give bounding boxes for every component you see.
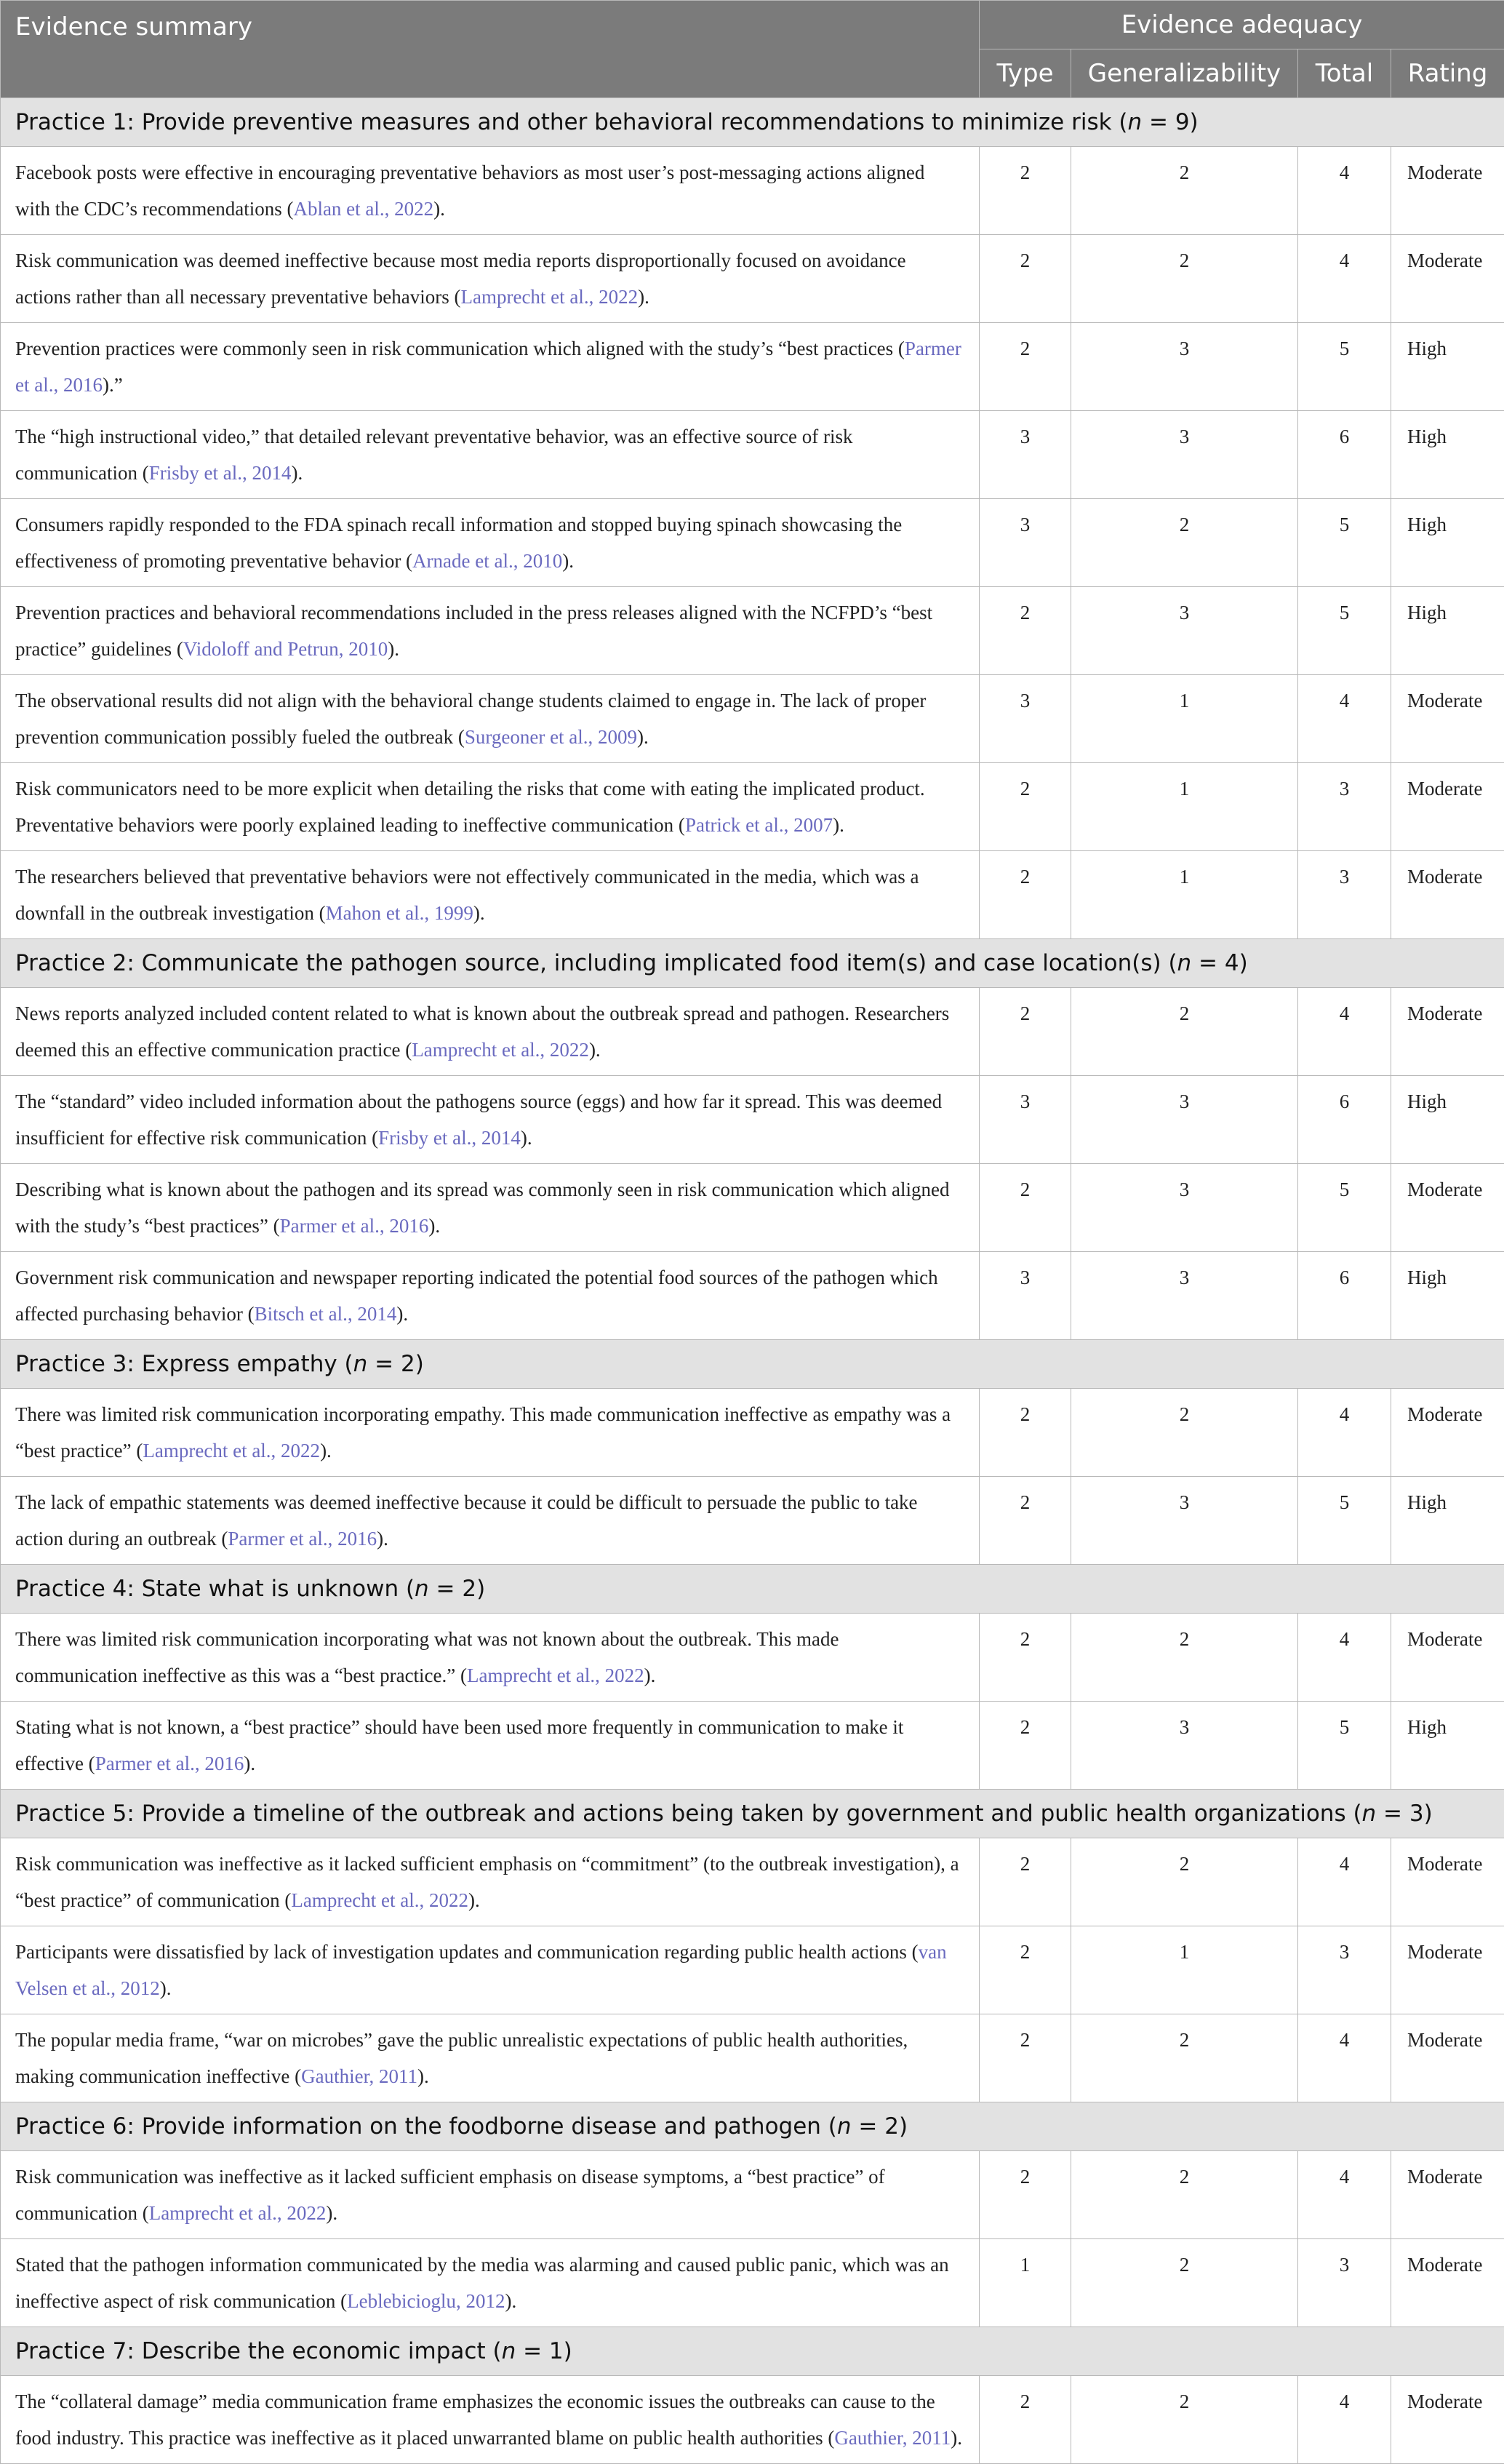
evidence-summary-cell bbox=[1, 1076, 980, 1164]
section-row bbox=[1, 2327, 1504, 2376]
section-count: = 9) bbox=[1142, 109, 1199, 135]
section-n-symbol: n bbox=[1362, 1801, 1377, 1827]
citation-link[interactable]: Bitsch et al., 2014 bbox=[255, 1303, 397, 1325]
rating-cell: High bbox=[1391, 323, 1504, 411]
table-row bbox=[1, 2151, 1504, 2239]
citation-link[interactable]: Parmer et al., 2016 bbox=[95, 1753, 244, 1774]
table-row bbox=[1, 1076, 1504, 1164]
summary-text: Consumers rapidly responded to the FDA spinach recall information and stopped buying spinach showcasing the effectiveness of promoting preventative behavior ( bbox=[15, 514, 902, 572]
type-cell: 3 bbox=[980, 675, 1071, 763]
total-cell: 4 bbox=[1298, 235, 1391, 323]
total-cell: 5 bbox=[1298, 1702, 1391, 1790]
rating-cell: High bbox=[1391, 1477, 1504, 1565]
citation-link[interactable]: Parmer et al., 2016 bbox=[15, 338, 961, 396]
type-cell: 2 bbox=[980, 1926, 1071, 2014]
summary-text: News reports analyzed included content related to what is known about the outbreak spread and pathogen. Researchers deemed this an effective communication practice ( bbox=[15, 1002, 949, 1061]
table-row bbox=[1, 587, 1504, 675]
summary-text-end: ). bbox=[244, 1753, 255, 1774]
citation-link[interactable]: Parmer et al., 2016 bbox=[280, 1215, 429, 1237]
evidence-summary-cell bbox=[1, 2014, 980, 2102]
summary-text-end: ). bbox=[473, 902, 485, 924]
evidence-summary-header: Evidence summary bbox=[1, 1, 980, 98]
type-cell: 2 bbox=[980, 1164, 1071, 1252]
section-title-text: Practice 7: Describe the economic impact ( bbox=[15, 2338, 502, 2364]
total-cell: 3 bbox=[1298, 2239, 1391, 2327]
summary-text-end: ). bbox=[291, 462, 303, 484]
rating-header: Rating bbox=[1391, 49, 1504, 98]
summary-text-end: ). bbox=[417, 2065, 429, 2087]
rating-cell: Moderate bbox=[1391, 1926, 1504, 2014]
generalizability-cell: 2 bbox=[1071, 2239, 1298, 2327]
section-title-text: Practice 4: State what is unknown ( bbox=[15, 1576, 415, 1602]
generalizability-cell: 3 bbox=[1071, 1164, 1298, 1252]
rating-cell: Moderate bbox=[1391, 235, 1504, 323]
section-title bbox=[1, 2102, 1504, 2151]
type-cell: 2 bbox=[980, 1838, 1071, 1926]
evidence-summary-cell bbox=[1, 1252, 980, 1340]
evidence-summary-cell bbox=[1, 1702, 980, 1790]
section-count: = 1) bbox=[516, 2338, 572, 2364]
evidence-summary-cell bbox=[1, 851, 980, 939]
generalizability-cell: 2 bbox=[1071, 2014, 1298, 2102]
generalizability-cell: 3 bbox=[1071, 411, 1298, 499]
section-n-symbol: n bbox=[1177, 950, 1192, 976]
total-cell: 4 bbox=[1298, 675, 1391, 763]
citation-link[interactable]: Mahon et al., 1999 bbox=[326, 902, 473, 924]
section-title bbox=[1, 1565, 1504, 1614]
evidence-summary-cell bbox=[1, 2239, 980, 2327]
rating-cell: Moderate bbox=[1391, 2151, 1504, 2239]
section-n-symbol: n bbox=[502, 2338, 516, 2364]
summary-text: Stated that the pathogen information communicated by the media was alarming and caused public panic, which was an ineffective aspect of risk communication ( bbox=[15, 2254, 949, 2312]
evidence-summary-cell bbox=[1, 1477, 980, 1565]
table-row bbox=[1, 2239, 1504, 2327]
generalizability-cell: 3 bbox=[1071, 1702, 1298, 1790]
rating-cell: Moderate bbox=[1391, 2014, 1504, 2102]
rating-cell: Moderate bbox=[1391, 988, 1504, 1076]
generalizability-cell: 2 bbox=[1071, 988, 1298, 1076]
rating-cell: Moderate bbox=[1391, 2239, 1504, 2327]
generalizability-cell: 2 bbox=[1071, 235, 1298, 323]
generalizability-cell: 1 bbox=[1071, 1926, 1298, 2014]
summary-text: Risk communication was deemed ineffective because most media reports disproportionally focused on avoidance actions rather than all necessary preventative behaviors ( bbox=[15, 250, 906, 308]
total-cell: 5 bbox=[1298, 1477, 1391, 1565]
evidence-summary-cell bbox=[1, 499, 980, 587]
total-cell: 3 bbox=[1298, 763, 1391, 851]
type-cell: 2 bbox=[980, 1389, 1071, 1477]
type-cell: 2 bbox=[980, 235, 1071, 323]
table-row bbox=[1, 1477, 1504, 1565]
total-cell: 4 bbox=[1298, 988, 1391, 1076]
summary-text-end: ). bbox=[428, 1215, 440, 1237]
type-cell: 2 bbox=[980, 1614, 1071, 1702]
type-cell: 2 bbox=[980, 147, 1071, 235]
rating-cell: Moderate bbox=[1391, 1164, 1504, 1252]
section-title-text: Practice 3: Express empathy ( bbox=[15, 1351, 353, 1377]
rating-cell: Moderate bbox=[1391, 1389, 1504, 1477]
rating-cell: Moderate bbox=[1391, 2376, 1504, 2464]
summary-text: The observational results did not align with the behavioral change students claimed to engage in. The lack of proper prevention communication possibly fueled the outbreak ( bbox=[15, 690, 926, 748]
total-cell: 5 bbox=[1298, 587, 1391, 675]
evidence-adequacy-header: Evidence adequacy bbox=[980, 1, 1504, 49]
section-title bbox=[1, 1340, 1504, 1389]
rating-cell: High bbox=[1391, 1702, 1504, 1790]
type-cell: 2 bbox=[980, 587, 1071, 675]
summary-text-end: ). bbox=[326, 2202, 337, 2224]
generalizability-cell: 2 bbox=[1071, 2376, 1298, 2464]
generalizability-header: Generalizability bbox=[1071, 49, 1298, 98]
total-cell: 5 bbox=[1298, 499, 1391, 587]
table-row bbox=[1, 675, 1504, 763]
section-count: = 3) bbox=[1376, 1801, 1433, 1827]
evidence-summary-cell bbox=[1, 235, 980, 323]
type-cell: 3 bbox=[980, 411, 1071, 499]
evidence-summary-cell bbox=[1, 2151, 980, 2239]
table-row bbox=[1, 1389, 1504, 1477]
table-row bbox=[1, 1926, 1504, 2014]
summary-text-end: ). bbox=[160, 1977, 172, 1999]
table-row bbox=[1, 988, 1504, 1076]
generalizability-cell: 1 bbox=[1071, 851, 1298, 939]
evidence-summary-cell bbox=[1, 2376, 980, 2464]
section-title bbox=[1, 98, 1504, 147]
citation-link[interactable]: Gauthier, 2011 bbox=[301, 2065, 417, 2087]
rating-cell: Moderate bbox=[1391, 851, 1504, 939]
generalizability-cell: 2 bbox=[1071, 147, 1298, 235]
rating-cell: High bbox=[1391, 1252, 1504, 1340]
generalizability-cell: 2 bbox=[1071, 1389, 1298, 1477]
total-cell: 3 bbox=[1298, 1926, 1391, 2014]
summary-text: Prevention practices were commonly seen in risk communication which aligned with the study’s “best practices ( bbox=[15, 338, 905, 359]
total-cell: 4 bbox=[1298, 1614, 1391, 1702]
summary-text: There was limited risk communication incorporating empathy. This made communication ineffective as empathy was a “best practice” ( bbox=[15, 1403, 951, 1462]
total-cell: 5 bbox=[1298, 323, 1391, 411]
table-row bbox=[1, 1614, 1504, 1702]
evidence-summary-cell bbox=[1, 1389, 980, 1477]
total-cell: 4 bbox=[1298, 2014, 1391, 2102]
section-row bbox=[1, 1790, 1504, 1838]
summary-text-end: ). bbox=[644, 1664, 656, 1686]
table-row bbox=[1, 851, 1504, 939]
citation-link[interactable]: Lamprecht et al., 2022 bbox=[143, 1440, 320, 1462]
section-row bbox=[1, 2102, 1504, 2151]
citation-link[interactable]: Leblebicioglu, 2012 bbox=[347, 2290, 505, 2312]
table-body bbox=[1, 98, 1504, 2464]
table-row bbox=[1, 1838, 1504, 1926]
citation-link[interactable]: Vidoloff and Petrun, 2010 bbox=[183, 638, 388, 660]
citation-link[interactable]: Parmer et al., 2016 bbox=[228, 1528, 377, 1550]
summary-text: Risk communicators need to be more explicit when detailing the risks that come with eating the implicated product. Preventative behaviors were poorly explained leading to ineffective communication ( bbox=[15, 778, 925, 836]
rating-cell: Moderate bbox=[1391, 1614, 1504, 1702]
citation-link[interactable]: Lamprecht et al., 2022 bbox=[460, 286, 638, 308]
summary-text-end: ). bbox=[589, 1039, 601, 1061]
table-row bbox=[1, 763, 1504, 851]
rating-cell: High bbox=[1391, 1076, 1504, 1164]
section-count: = 2) bbox=[367, 1351, 424, 1377]
summary-text: Risk communication was ineffective as it lacked sufficient emphasis on disease symptoms, a “best practice” of communication ( bbox=[15, 2166, 885, 2224]
type-cell: 2 bbox=[980, 1477, 1071, 1565]
total-cell: 6 bbox=[1298, 1076, 1391, 1164]
summary-text-end: ). bbox=[505, 2290, 517, 2312]
table-row bbox=[1, 1252, 1504, 1340]
table-row bbox=[1, 411, 1504, 499]
section-n-symbol: n bbox=[415, 1576, 429, 1602]
summary-text-end: ). bbox=[433, 198, 445, 220]
type-cell: 2 bbox=[980, 2014, 1071, 2102]
rating-cell: High bbox=[1391, 587, 1504, 675]
section-title-text: Practice 6: Provide information on the foodborne disease and pathogen ( bbox=[15, 2113, 837, 2140]
rating-cell: Moderate bbox=[1391, 1838, 1504, 1926]
section-row bbox=[1, 1565, 1504, 1614]
citation-link[interactable]: Surgeoner et al., 2009 bbox=[465, 726, 637, 748]
section-title-text: Practice 5: Provide a timeline of the outbreak and actions being taken by government and public health organizations ( bbox=[15, 1801, 1362, 1827]
summary-text-end: ).” bbox=[103, 374, 123, 396]
summary-text: The “standard” video included information about the pathogens source (eggs) and how far it spread. This was deemed insufficient for effective risk communication ( bbox=[15, 1091, 942, 1149]
evidence-summary-cell bbox=[1, 763, 980, 851]
summary-text-end: ). bbox=[320, 1440, 332, 1462]
total-cell: 4 bbox=[1298, 2376, 1391, 2464]
generalizability-cell: 3 bbox=[1071, 1252, 1298, 1340]
rating-cell: Moderate bbox=[1391, 763, 1504, 851]
generalizability-cell: 1 bbox=[1071, 763, 1298, 851]
section-count: = 2) bbox=[852, 2113, 908, 2140]
section-title bbox=[1, 2327, 1504, 2376]
type-header: Type bbox=[980, 49, 1071, 98]
section-n-symbol: n bbox=[353, 1351, 368, 1377]
total-cell: 5 bbox=[1298, 1164, 1391, 1252]
summary-text-end: ). bbox=[562, 550, 574, 572]
generalizability-cell: 3 bbox=[1071, 323, 1298, 411]
summary-text: The popular media frame, “war on microbes” gave the public unrealistic expectations of public health authorities, making communication ineffective ( bbox=[15, 2029, 908, 2087]
generalizability-cell: 2 bbox=[1071, 2151, 1298, 2239]
summary-text: Prevention practices and behavioral recommendations included in the press releases aligned with the NCFPD’s “best practice” guidelines ( bbox=[15, 602, 932, 660]
section-count: = 2) bbox=[429, 1576, 486, 1602]
type-cell: 2 bbox=[980, 2376, 1071, 2464]
type-cell: 2 bbox=[980, 988, 1071, 1076]
section-title bbox=[1, 1790, 1504, 1838]
generalizability-cell: 3 bbox=[1071, 1076, 1298, 1164]
section-n-symbol: n bbox=[1128, 109, 1143, 135]
summary-text: The lack of empathic statements was deemed ineffective because it could be difficult to persuade the public to take action during an outbreak ( bbox=[15, 1491, 918, 1550]
evidence-summary-cell bbox=[1, 1614, 980, 1702]
evidence-summary-cell bbox=[1, 1926, 980, 2014]
total-cell: 4 bbox=[1298, 1389, 1391, 1477]
summary-text: Facebook posts were effective in encouraging preventative behaviors as most user’s post-messaging actions aligned with the CDC’s recommendations ( bbox=[15, 162, 924, 220]
rating-cell: High bbox=[1391, 411, 1504, 499]
total-cell: 4 bbox=[1298, 2151, 1391, 2239]
section-title bbox=[1, 939, 1504, 988]
generalizability-cell: 1 bbox=[1071, 675, 1298, 763]
rating-cell: Moderate bbox=[1391, 675, 1504, 763]
summary-text: Risk communication was ineffective as it lacked sufficient emphasis on “commitment” (to the outbreak investigation), a “best practice” of communication ( bbox=[15, 1853, 959, 1911]
summary-text: Describing what is known about the pathogen and its spread was commonly seen in risk communication which aligned with the study’s “best practices” ( bbox=[15, 1179, 949, 1237]
evidence-summary-cell bbox=[1, 1164, 980, 1252]
generalizability-cell: 2 bbox=[1071, 1838, 1298, 1926]
evidence-summary-cell bbox=[1, 411, 980, 499]
type-cell: 1 bbox=[980, 2239, 1071, 2327]
generalizability-cell: 3 bbox=[1071, 587, 1298, 675]
type-cell: 2 bbox=[980, 763, 1071, 851]
total-cell: 4 bbox=[1298, 1838, 1391, 1926]
type-cell: 2 bbox=[980, 2151, 1071, 2239]
type-cell: 2 bbox=[980, 1702, 1071, 1790]
section-row bbox=[1, 1340, 1504, 1389]
summary-text-end: ). bbox=[377, 1528, 388, 1550]
total-header: Total bbox=[1298, 49, 1391, 98]
evidence-summary-cell bbox=[1, 988, 980, 1076]
rating-cell: High bbox=[1391, 499, 1504, 587]
section-title-text: Practice 2: Communicate the pathogen source, including implicated food item(s) and case location(s) ( bbox=[15, 950, 1177, 976]
generalizability-cell: 2 bbox=[1071, 1614, 1298, 1702]
table-row bbox=[1, 2014, 1504, 2102]
citation-link[interactable]: Ablan et al., 2022 bbox=[293, 198, 433, 220]
summary-text-end: ). bbox=[521, 1127, 532, 1149]
section-row bbox=[1, 98, 1504, 147]
evidence-summary-cell bbox=[1, 323, 980, 411]
generalizability-cell: 2 bbox=[1071, 499, 1298, 587]
citation-link[interactable]: Patrick et al., 2007 bbox=[685, 814, 833, 836]
table-row bbox=[1, 2376, 1504, 2464]
summary-text-end: ). bbox=[637, 726, 649, 748]
citation-link[interactable]: Arnade et al., 2010 bbox=[412, 550, 562, 572]
total-cell: 6 bbox=[1298, 1252, 1391, 1340]
table-row bbox=[1, 1164, 1504, 1252]
evidence-summary-cell bbox=[1, 675, 980, 763]
citation-link[interactable]: Gauthier, 2011 bbox=[834, 2427, 951, 2449]
type-cell: 2 bbox=[980, 851, 1071, 939]
evidence-summary-cell bbox=[1, 147, 980, 235]
total-cell: 3 bbox=[1298, 851, 1391, 939]
table-row bbox=[1, 235, 1504, 323]
summary-text: The “collateral damage” media communication frame emphasizes the economic issues the outbreaks can cause to the food industry. This practice was ineffective as it placed unwarranted blame on public health authorities ( bbox=[15, 2391, 935, 2449]
section-n-symbol: n bbox=[837, 2113, 852, 2140]
section-count: = 4) bbox=[1191, 950, 1248, 976]
evidence-summary-cell bbox=[1, 587, 980, 675]
type-cell: 3 bbox=[980, 499, 1071, 587]
citation-link[interactable]: Lamprecht et al., 2022 bbox=[291, 1889, 468, 1911]
total-cell: 6 bbox=[1298, 411, 1391, 499]
summary-text: Stating what is not known, a “best practice” should have been used more frequently in communication to make it effective ( bbox=[15, 1716, 903, 1774]
summary-text: There was limited risk communication incorporating what was not known about the outbreak. This made communication ineffective as this was a “best practice.” ( bbox=[15, 1628, 839, 1686]
summary-text-end: ). bbox=[638, 286, 649, 308]
summary-text-end: ). bbox=[951, 2427, 962, 2449]
citation-link[interactable]: Lamprecht et al., 2022 bbox=[149, 2202, 327, 2224]
table-row bbox=[1, 323, 1504, 411]
citation-link[interactable]: van Velsen et al., 2012 bbox=[15, 1941, 947, 1999]
table-row bbox=[1, 147, 1504, 235]
type-cell: 3 bbox=[980, 1076, 1071, 1164]
section-row bbox=[1, 939, 1504, 988]
citation-link[interactable]: Lamprecht et al., 2022 bbox=[412, 1039, 589, 1061]
summary-text: The researchers believed that preventative behaviors were not effectively communicated in the media, which was a downfall in the outbreak investigation ( bbox=[15, 866, 919, 924]
citation-link[interactable]: Frisby et al., 2014 bbox=[149, 462, 292, 484]
type-cell: 3 bbox=[980, 1252, 1071, 1340]
type-cell: 2 bbox=[980, 323, 1071, 411]
summary-text-end: ). bbox=[468, 1889, 480, 1911]
citation-link[interactable]: Lamprecht et al., 2022 bbox=[467, 1664, 644, 1686]
citation-link[interactable]: Frisby et al., 2014 bbox=[378, 1127, 521, 1149]
summary-text: Government risk communication and newspaper reporting indicated the potential food sources of the pathogen which affected purchasing behavior ( bbox=[15, 1267, 938, 1325]
table-row bbox=[1, 499, 1504, 587]
rating-cell: Moderate bbox=[1391, 147, 1504, 235]
table-row bbox=[1, 1702, 1504, 1790]
summary-text: The “high instructional video,” that detailed relevant preventative behavior, was an effective source of risk communication ( bbox=[15, 426, 852, 484]
generalizability-cell: 3 bbox=[1071, 1477, 1298, 1565]
section-title-text: Practice 1: Provide preventive measures and other behavioral recommendations to minimize risk ( bbox=[15, 109, 1128, 135]
summary-text-end: ). bbox=[396, 1303, 408, 1325]
summary-text-end: ). bbox=[388, 638, 399, 660]
summary-text-end: ). bbox=[833, 814, 844, 836]
total-cell: 4 bbox=[1298, 147, 1391, 235]
evidence-summary-cell bbox=[1, 1838, 980, 1926]
summary-text: Participants were dissatisfied by lack of investigation updates and communication regarding public health actions ( bbox=[15, 1941, 919, 1963]
